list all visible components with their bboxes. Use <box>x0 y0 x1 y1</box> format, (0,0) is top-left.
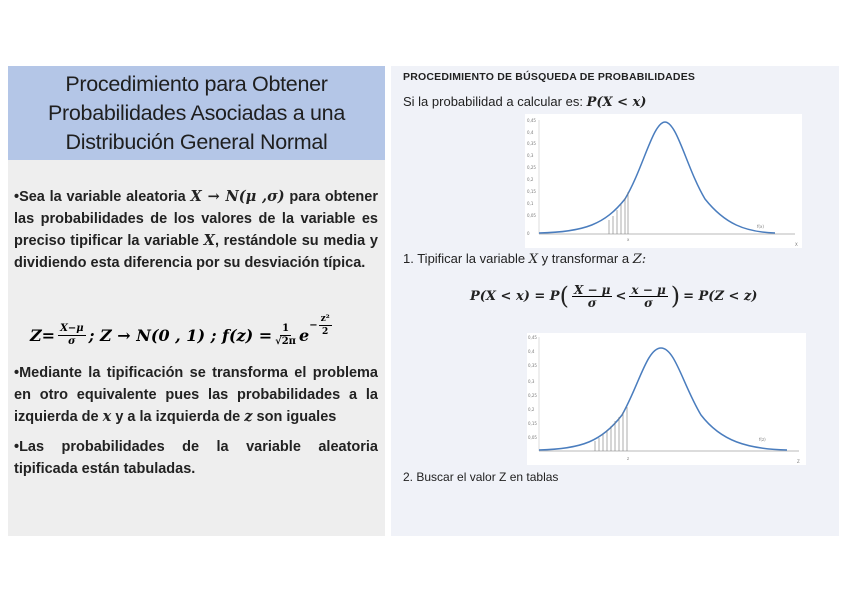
svg-text:z: z <box>627 456 630 461</box>
step-1-formula: P(X < x) = P ( $\frac{X - \mu}{\sigma}$ < $\frac{x - \mu}{\sigma}$ ) = P(Z < z) <box>470 282 758 310</box>
svg-text:0,15: 0,15 <box>527 189 536 194</box>
math-distribution: X → N(μ ,σ) <box>190 188 285 205</box>
normal-curve-chart-x <box>525 114 802 248</box>
bullet-list <box>14 186 378 274</box>
normal-curve-chart-z <box>527 333 806 465</box>
svg-text:X: X <box>795 242 798 247</box>
svg-text:0,35: 0,35 <box>527 141 536 146</box>
svg-text:0,15: 0,15 <box>528 421 537 426</box>
svg-text:0,05: 0,05 <box>528 435 537 440</box>
step-1: 1. Tipificar la variable X y transformar a Z: <box>403 251 647 267</box>
title-line-1: Procedimiento para Obtener <box>65 72 328 96</box>
bullet-list-2 <box>14 362 378 480</box>
procedure-heading: PROCEDIMIENTO DE BÚSQUEDA DE PROBABILIDADES <box>403 71 696 83</box>
question-line: Si la probabilidad a calcular es: P(X < x) <box>403 94 647 110</box>
svg-text:0,2: 0,2 <box>528 407 535 412</box>
svg-text:Z: Z <box>797 459 800 464</box>
svg-text:x: x <box>627 237 630 242</box>
svg-text:0,4: 0,4 <box>527 130 534 135</box>
svg-text:0,2: 0,2 <box>527 177 534 182</box>
bullet-tabulated: •Las probabilidades de la variable aleatoria tipificada están tabuladas. <box>14 439 378 477</box>
svg-text:0,35: 0,35 <box>528 363 537 368</box>
svg-text:0,45: 0,45 <box>528 335 537 340</box>
title-line-3: Distribución General Normal <box>65 130 328 154</box>
svg-text:0,25: 0,25 <box>527 165 536 170</box>
svg-text:0,3: 0,3 <box>527 153 534 158</box>
svg-text:0,05: 0,05 <box>527 213 536 218</box>
bullet-equivalence: •Mediante la tipificación se transforma el problema en otro equivalente pues las probabilidades a la izquierda de x y a la izquierda de z son iguales <box>14 365 378 425</box>
svg-text:0,25: 0,25 <box>528 393 537 398</box>
step-2: 2. Buscar el valor Z en tablas <box>403 470 559 484</box>
slide-title <box>8 66 385 160</box>
bullet-definition: •Sea la variable aleatoria X → N(μ ,σ) para obtener las probabilidades de los valores de la variable es preciso tipificar la variable X, restándole su media y dividiendo esta diferencia por su desviación típica. <box>14 188 378 271</box>
normal-curve-svg-z <box>527 333 806 465</box>
svg-text:f(x): f(x) <box>757 224 764 229</box>
title-line-2: Probabilidades Asociadas a una <box>48 101 345 125</box>
svg-text:f(z): f(z) <box>759 437 766 442</box>
svg-text:0,1: 0,1 <box>527 201 534 206</box>
svg-text:0,4: 0,4 <box>528 349 535 354</box>
standardization-formula: Z= $\frac{X-\mu}{\sigma}$ ; Z → N(0 , 1) ; f(z) = $\frac{1}{√2\pi}$ e − $\frac{\text{z²}}{2}$ <box>30 313 330 347</box>
svg-text:0: 0 <box>527 231 530 236</box>
svg-text:0,45: 0,45 <box>527 118 536 123</box>
normal-curve-svg-x <box>525 114 802 248</box>
svg-text:0,3: 0,3 <box>528 379 535 384</box>
